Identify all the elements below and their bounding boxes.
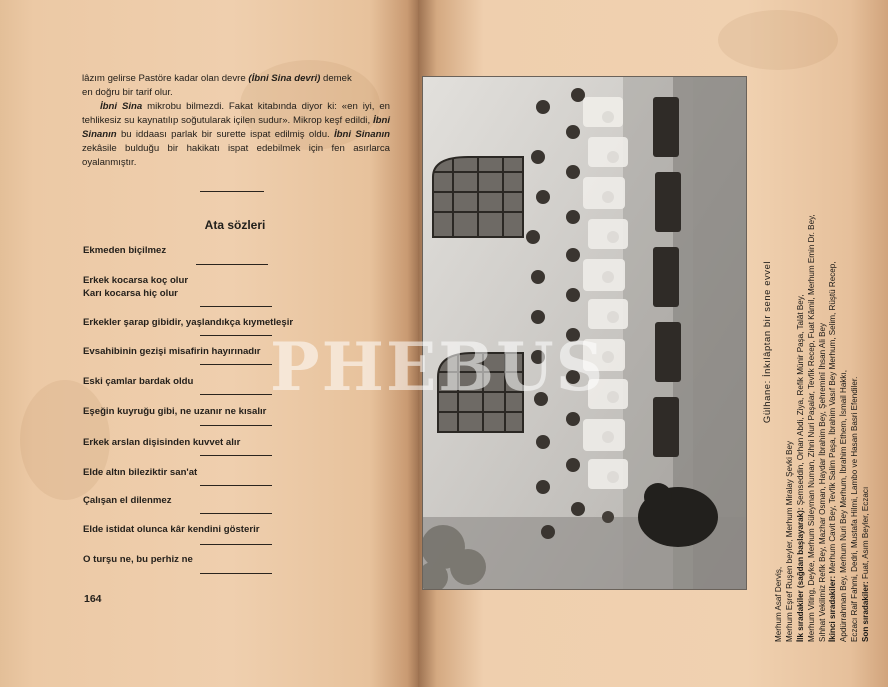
caption-title: Gülhane: İnkılâptan bir sene evvel bbox=[761, 260, 772, 424]
proverb-8: Erkek arslan dişisinden kuvvet alır bbox=[83, 437, 241, 448]
caption-line bbox=[818, 42, 829, 642]
proverb-5: Evsahibinin gezişi misafirin hayırınadır bbox=[83, 346, 261, 357]
ibni-sina-name: İbni Sina bbox=[100, 101, 143, 112]
caption-line bbox=[850, 42, 861, 642]
caption-line bbox=[785, 42, 796, 642]
proverb-rule bbox=[200, 394, 272, 395]
caption-text-part: Eczacı Raif Fahmi, Dedri, Mustafa Hilmi, Lambo ve Hasan Basri Efendiler. bbox=[850, 376, 860, 642]
proverb-rule bbox=[200, 425, 272, 426]
front-row-seated bbox=[653, 97, 681, 457]
caption-text-part: Merhum Eşref Ruşen beyler, Merhum Miralay Şevki Bey bbox=[784, 440, 794, 642]
caption-text-part: Şemseddin, Orhan Abdi, Ziya, Refik Münir Paşa, Talât Bey, bbox=[795, 294, 805, 508]
caption-text bbox=[762, 42, 882, 642]
caption-bold: İkinci sıradakiler: bbox=[828, 575, 838, 642]
ibni-sinanin-name: İbni Sinanın bbox=[82, 115, 390, 140]
watermark: PHEBUS bbox=[270, 328, 606, 406]
proverb-rule bbox=[200, 335, 272, 336]
intro-line-1-end: demek bbox=[320, 73, 352, 84]
intro-line-1 bbox=[82, 72, 390, 86]
proverb-rule bbox=[196, 264, 268, 265]
caption-line bbox=[861, 42, 872, 642]
section-title: Ata sözleri bbox=[204, 218, 266, 232]
section-divider bbox=[200, 191, 264, 192]
proverb-rule bbox=[200, 544, 272, 545]
caption-text-part: Fuat, Asım Beyler, Eczacı bbox=[861, 486, 871, 582]
caption-bold: Son sıradakiler: bbox=[861, 581, 871, 642]
proverb-rule bbox=[200, 573, 272, 574]
caption-line bbox=[839, 42, 850, 642]
intro-paragraph-2 bbox=[82, 100, 390, 170]
caption-line bbox=[807, 42, 818, 642]
caption-line bbox=[774, 42, 785, 642]
proverb-9: Elde altın bileziktir san'at bbox=[83, 467, 198, 478]
caption-text-part: Merhum Viting, Deyke, Merhum Süleyman Numan, Zihni Nuri Paşalar, Tevfik Recep, Fuat Kâmil, Merhum Emin Dr. Bey, bbox=[806, 214, 816, 642]
proverb-3: Karı kocarsa hiç olur bbox=[83, 288, 178, 299]
proverb-11: Elde istidat olunca kâr kendini gösterir bbox=[83, 524, 260, 535]
caption-line bbox=[828, 42, 839, 642]
proverb-rule bbox=[200, 364, 272, 365]
proverb-4: Erkekler şarap gibidir, yaşlandıkça kıymetleşir bbox=[83, 317, 294, 328]
caption-line bbox=[796, 42, 807, 642]
ibni-sina-devri-italic: (İbni Sina devri) bbox=[248, 73, 321, 84]
caption-text-part: Merhum Asaf Derviş, bbox=[773, 566, 783, 642]
arched-window-top bbox=[433, 157, 523, 237]
paragraph2-part1: mikrobu bilmezdi. Fakat kitabında diyor ki: «en iyi, en tehlikesiz su kaynatılıp soğutularak içilen sudur». Mikrop keşf edildi, bbox=[82, 101, 390, 126]
paragraph2-part2: bu iddaası parlak bir surette ispat edilmiş oldu. bbox=[116, 129, 334, 140]
caption-text-part: Apdürrahman Bey, Merhum Nuri Bey Merhum, İbrahim Ethem, İsmail Hakkı, bbox=[839, 370, 849, 642]
paragraph2-part3: zekâsile bulduğu bir hakikatı ispat edebilmek için fen asırlarca oyalanmıştır. bbox=[82, 143, 390, 168]
caption-text-part: Merhum Cavit Bey, Tevfik Salim Paşa, İbrahim Vasıf Bey Merhum, Selim, Rüştü Recep, bbox=[828, 261, 838, 576]
caption-text-part: Sıhhat Vekilimiz Refik Bey, Mazhar Osman, Haydar İbrahim Bey, Şehreminî İhsan Ali Bey bbox=[817, 322, 827, 642]
proverb-12: O turşu ne, bu perhiz ne bbox=[83, 554, 193, 565]
intro-line-2 bbox=[82, 86, 390, 100]
intro-line-1-text: lâzım gelirse Pastöre kadar olan devre bbox=[82, 73, 249, 84]
caption-bold: İlk sıradakiler (sağdan başlayarak): bbox=[795, 507, 805, 642]
proverb-rule bbox=[200, 455, 272, 456]
photo-caption bbox=[762, 42, 882, 642]
proverb-6: Eski çamlar bardak oldu bbox=[83, 376, 194, 387]
proverb-1: Ekmeden biçilmez bbox=[83, 245, 167, 256]
proverb-rule bbox=[200, 513, 272, 514]
intro-line-2-text: en doğru bir tarif olur. bbox=[82, 87, 173, 98]
proverb-7: Eşeğin kuyruğu gibi, ne uzanır ne kısalır bbox=[83, 406, 267, 417]
proverb-rule bbox=[200, 485, 272, 486]
proverb-10: Çalışan el dilenmez bbox=[83, 495, 172, 506]
page-number: 164 bbox=[84, 593, 102, 605]
proverb-rule bbox=[200, 306, 272, 307]
proverb-2: Erkek kocarsa koç olur bbox=[83, 275, 189, 286]
intro-text bbox=[82, 72, 390, 170]
ibni-sinanin-name-2: İbni Sinanın bbox=[334, 129, 390, 140]
